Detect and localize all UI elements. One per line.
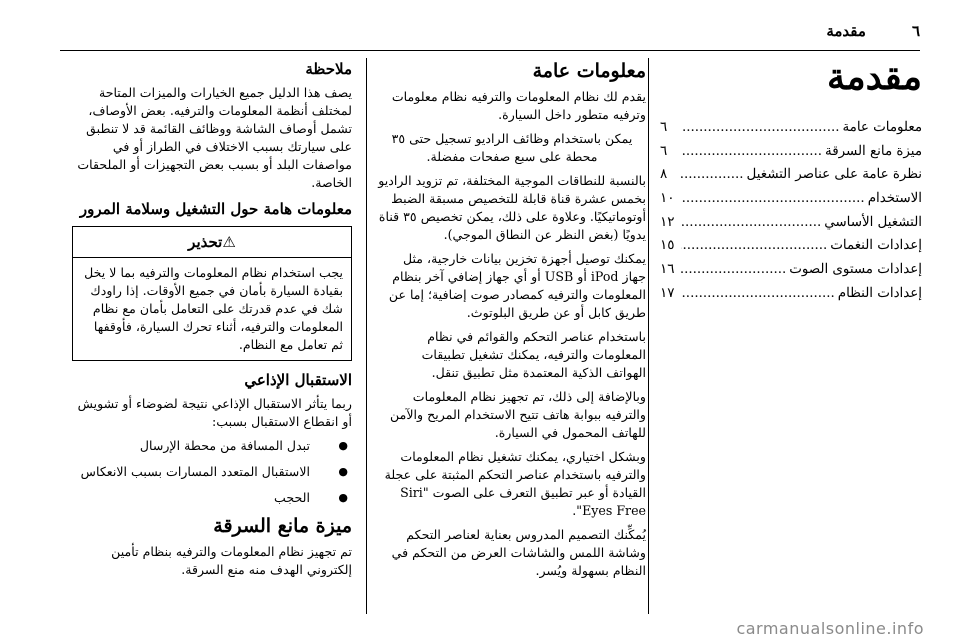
paragraph: وبالإضافة إلى ذلك، تم تجهيز نظام المعلومات والترفيه ببوابة هاتف تتيح الاستخدام المريح والآمن للهاتف المحمول في السيارة. (390, 389, 646, 440)
toc-column (660, 58, 922, 614)
toc-entry-page: ١٥ (660, 238, 675, 254)
warning-triangle-icon: ⚠ (222, 233, 236, 251)
list-item: ● الحجب (72, 489, 352, 507)
watermark-text: carmanualsonline.info (736, 619, 924, 638)
toc-entry-label: الاستخدام (867, 191, 922, 207)
toc-entry[interactable] (660, 213, 922, 233)
header-divider (60, 50, 920, 51)
header-title: مقدمة (826, 22, 866, 40)
toc-entry-page: ٨ (660, 167, 668, 183)
paragraph: بالنسبة للنطاقات الموجية المختلفة، تم تزويد الراديو بخمس عشرة قناة قابلة للتخصيص مسبقة الضبط أوتوماتيكيًا. وعلاوة على ذلك، يمكن تخصيص ٣٥ قناة يدويًا (بغض النظر عن النطاق الموجي). (378, 173, 646, 242)
toc-entry-label: نظرة عامة على عناصر التشغيل (746, 167, 922, 183)
antitheft-heading: ميزة مانع السرقة (213, 515, 352, 537)
toc-entry[interactable] (660, 284, 922, 304)
list-item: ● الاستقبال المتعدد المسارات بسبب الانعكاس (72, 463, 352, 481)
toc-entry-page: ٦ (660, 120, 668, 135)
notice-text: يصف هذا الدليل جميع الخيارات والميزات المتاحة لمختلف أنظمة المعلومات والترفيه. بعض الأوصاف، تشمل أوصاف الشاشة ووظائف القائمة قد لا تنطبق على سيارتك بسبب الاختلاف في الطراز أو في مواصفات البلد أو بسبب بعض التجهيزات أو الملحقات الخاصة. (77, 85, 352, 190)
antitheft-text: تم تجهيز نظام المعلومات والترفيه بنظام تأمين إلكتروني الهدف منه منع السرقة. (111, 544, 352, 577)
paragraph: يمكن باستخدام وظائف الراديو تسجيل حتى ٣٥ محطة على سبع صفحات مفضلة. (391, 131, 633, 164)
paragraph: يُمكِّنك التصميم المدروس بعناية لعناصر التحكم وشاشة اللمس والشاشات العرض من التحكم في النظام بسهولة ويُسر. (391, 527, 646, 578)
toc-entry-label: إعدادات النظام (837, 285, 922, 301)
toc-entry-label: التشغيل الأساسي (824, 214, 922, 230)
header-page-number: ٦ (911, 22, 920, 40)
toc-entry-label: معلومات عامة (842, 120, 922, 135)
page-header (60, 22, 920, 44)
paragraph: يمكنك توصيل أجهزة تخزين بيانات خارجية، مثل جهاز iPod أو USB أو أي جهاز إضافي آخر بنظام المعلومات والترفيه كمصادر صوت إضافية؛ إما عن طريق كابل أو عن طريق البلوتوث. (388, 251, 646, 320)
toc-entry[interactable] (660, 165, 922, 185)
warning-title: تحذير (188, 233, 223, 251)
warning-text: يجب استخدام نظام المعلومات والترفيه بما لا يخل بقيادة السيارة بأمان في جميع الأوقات. إذا راودك شك في عدم قدرتك على التعامل بأمان مع نظام المعلومات والترفيه، أثناء تحرك السيارة، فأوقفها ثم تعامل مع النظام. (84, 265, 343, 352)
chapter-title: مقدمة (827, 56, 922, 98)
safety-heading: معلومات هامة حول التشغيل وسلامة المرور (79, 200, 352, 218)
notice-heading: ملاحظة (305, 60, 352, 78)
toc-entry[interactable] (660, 118, 922, 138)
table-of-contents (660, 118, 922, 304)
toc-entry[interactable] (660, 236, 922, 256)
column-divider-right (648, 58, 649, 614)
reception-heading: الاستقبال الإذاعي (244, 371, 352, 389)
toc-entry-page: ١٧ (660, 285, 675, 301)
column-divider-left (366, 58, 367, 614)
toc-entry-page: ١٦ (660, 262, 675, 278)
reception-list (72, 437, 352, 507)
toc-entry-page: ١٢ (660, 214, 675, 230)
warning-box (72, 226, 352, 361)
list-item: ● تبدل المسافة من محطة الإرسال (72, 437, 352, 455)
notes-column (72, 58, 352, 614)
paragraph: يقدم لك نظام المعلومات والترفيه نظام معلومات وترفيه متطور داخل السيارة. (391, 89, 646, 122)
toc-entry[interactable] (660, 260, 922, 280)
reception-intro: ربما يتأثر الاستقبال الإذاعي نتيجة لضوضاء أو تشويش أو انقطاع الاستقبال بسبب: (77, 396, 352, 429)
toc-entry[interactable] (660, 142, 922, 162)
toc-entry[interactable] (660, 189, 922, 209)
toc-entry-label: إعدادات النغمات (830, 238, 922, 254)
toc-entry-page: ٦ (660, 143, 668, 159)
warning-header (73, 227, 351, 258)
paragraph: باستخدام عناصر التحكم والقوائم في نظام المعلومات والترفيه، يمكنك تشغيل تطبيقات الهواتف الذكية المعتمدة مثل تطبيق تنقل. (421, 329, 646, 380)
general-info-column (378, 58, 646, 614)
paragraph: وبشكل اختياري، يمكنك تشغيل نظام المعلومات والترفيه باستخدام عناصر التحكم المثبتة على عجلة القيادة أو عبر تطبيق التعرف على الصوت "Siri Eyes Free". (384, 449, 646, 518)
toc-entry-page: ١٠ (660, 191, 675, 207)
section-heading-general: معلومات عامة (532, 60, 646, 82)
toc-entry-label: ميزة مانع السرقة (825, 143, 922, 159)
toc-entry-label: إعدادات مستوى الصوت (789, 262, 922, 278)
